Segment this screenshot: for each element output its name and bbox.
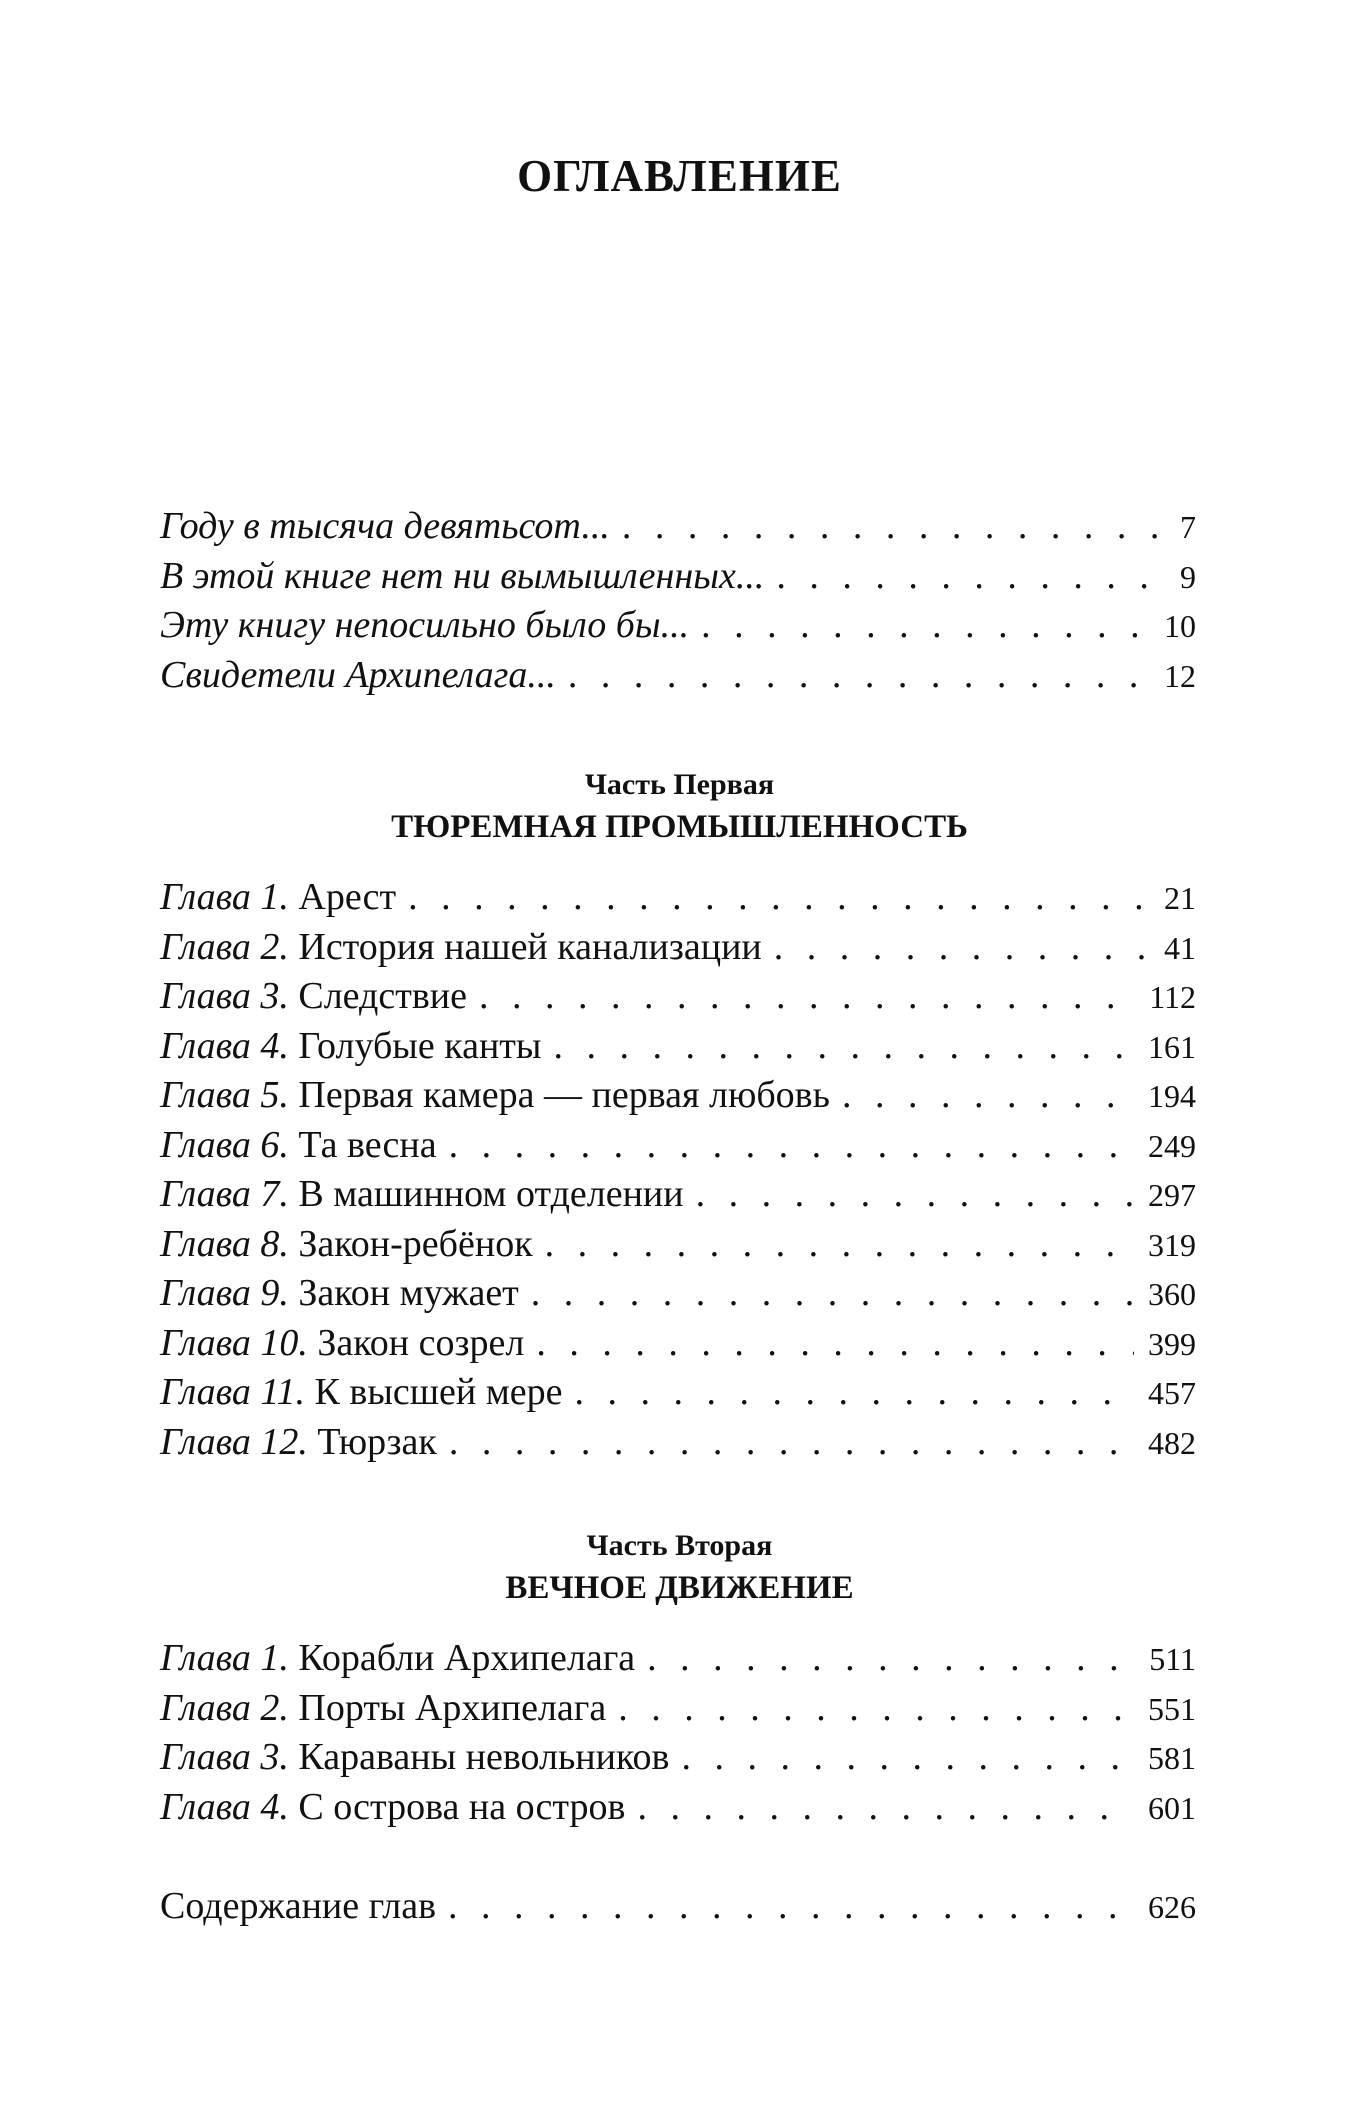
chapter-title: Закон созрел	[317, 1321, 525, 1364]
page-number: 9	[1180, 558, 1196, 595]
chapter-entry	[160, 1783, 1196, 1833]
chapter-number: Глава 3.	[160, 1736, 289, 1778]
chapter-number: Глава 4.	[160, 1785, 289, 1828]
chapter-number: Глава 1.	[160, 1637, 289, 1679]
chapter-title: В машинном отделении	[298, 1173, 684, 1215]
dot-leader	[448, 1882, 1134, 1932]
dot-leader	[681, 1733, 1134, 1783]
chapter-title: Тюрзак	[317, 1420, 437, 1463]
entry-label	[160, 1783, 625, 1833]
chapter-number: Глава 3.	[160, 975, 289, 1017]
contents-entry-list	[160, 1882, 1196, 1932]
entry-label	[160, 1418, 437, 1468]
chapter-number: Глава 5.	[160, 1074, 289, 1116]
dot-leader	[637, 1783, 1134, 1833]
page-number: 249	[1148, 1127, 1196, 1164]
part1-label: Часть Первая	[584, 768, 775, 801]
chapter-title: С острова на остров	[298, 1785, 626, 1828]
page-number: 12	[1164, 657, 1196, 694]
chapter-number: Глава 2.	[160, 925, 289, 968]
dot-leader	[449, 1121, 1134, 1171]
chapter-entry	[160, 1022, 1196, 1072]
chapter-number: Глава 7.	[160, 1173, 289, 1215]
entry-label: Свидетели Архипелага...	[160, 653, 556, 696]
chapter-title: Следствие	[298, 975, 467, 1017]
page-number: 511	[1149, 1641, 1196, 1677]
entry-label	[160, 1220, 533, 1270]
chapter-entry	[160, 1269, 1196, 1319]
chapter-title: Корабли Архипелага	[298, 1637, 636, 1679]
entry-label	[160, 1022, 541, 1072]
page-number: 41	[1164, 929, 1196, 966]
dot-leader	[531, 1269, 1134, 1319]
dot-leader	[842, 1071, 1134, 1121]
dot-leader	[622, 502, 1166, 552]
dot-leader	[568, 651, 1150, 701]
chapter-title: Закон-ребёнок	[298, 1222, 533, 1265]
chapter-number: Глава 4.	[160, 1024, 289, 1067]
entry-label: Эту книгу непосильно было бы...	[160, 604, 690, 646]
chapter-title: Арест	[298, 876, 397, 918]
chapter-entry	[160, 1733, 1196, 1783]
dot-leader	[408, 873, 1150, 923]
chapter-title: К высшей мере	[314, 1371, 563, 1413]
page-number: 626	[1148, 1889, 1196, 1925]
dot-leader	[553, 1022, 1134, 1072]
part1-heading	[0, 765, 1359, 849]
chapter-entry	[160, 1684, 1196, 1734]
chapter-number: Глава 6.	[160, 1123, 289, 1166]
entry-label	[160, 1319, 524, 1369]
part2-label: Часть Вторая	[586, 1529, 773, 1562]
entry-label	[160, 1269, 519, 1319]
entry-label	[160, 873, 396, 923]
page-number: 360	[1148, 1276, 1196, 1312]
page-number: 319	[1148, 1226, 1196, 1263]
page-title: ОГЛАВЛЕНИЕ	[517, 151, 842, 201]
chapter-entry	[160, 1071, 1196, 1121]
chapter-number: Глава 1.	[160, 876, 289, 918]
page-number: 194	[1148, 1078, 1196, 1114]
chapter-title: Закон мужает	[298, 1272, 519, 1314]
chapter-entry	[160, 1170, 1196, 1220]
entry-label: Году в тысяча девятьсот...	[160, 505, 610, 547]
entry-label	[160, 1684, 606, 1734]
chapter-number: Глава 2.	[160, 1686, 289, 1729]
entry-label	[160, 1121, 437, 1171]
chapter-entry	[160, 1634, 1196, 1684]
page-number: 112	[1149, 979, 1196, 1015]
toc-entry	[160, 601, 1196, 651]
toc-entry	[160, 552, 1196, 602]
part2-heading	[0, 1526, 1359, 1610]
epigraph-list	[160, 502, 1196, 700]
chapter-title: Первая камера — первая любовь	[298, 1074, 830, 1116]
page-number: 7	[1180, 509, 1196, 545]
chapter-entry	[160, 923, 1196, 973]
part1-chapter-list	[160, 873, 1196, 1467]
chapter-title: История нашей канализации	[298, 925, 762, 968]
toc-entry	[160, 502, 1196, 552]
contents-entry	[160, 1882, 1196, 1932]
chapter-entry	[160, 1319, 1196, 1369]
dot-leader	[449, 1418, 1134, 1468]
chapter-title: Караваны невольников	[298, 1736, 670, 1778]
chapter-title: Голубые канты	[298, 1024, 542, 1067]
chapter-number: Глава 8.	[160, 1222, 289, 1265]
dot-leader	[479, 972, 1135, 1022]
part1-title: ТЮРЕМНАЯ ПРОМЫШЛЕННОСТЬ	[391, 809, 968, 845]
dot-leader	[545, 1220, 1134, 1270]
page-number: 601	[1148, 1789, 1196, 1826]
entry-label	[160, 972, 467, 1022]
entry-label	[160, 1170, 684, 1220]
page-number: 551	[1148, 1690, 1196, 1727]
chapter-entry	[160, 1220, 1196, 1270]
page-number: 161	[1148, 1028, 1196, 1065]
page-number: 10	[1164, 608, 1196, 644]
dot-leader	[696, 1170, 1134, 1220]
page-number: 581	[1148, 1740, 1196, 1776]
dot-leader	[574, 1368, 1134, 1418]
entry-label	[160, 1733, 669, 1783]
chapter-number: Глава 11.	[160, 1371, 306, 1413]
entry-label	[160, 923, 762, 973]
page-number: 399	[1148, 1325, 1196, 1362]
page-number: 297	[1148, 1177, 1196, 1213]
page-number: 457	[1148, 1375, 1196, 1411]
part2-chapter-list	[160, 1634, 1196, 1832]
dot-leader	[536, 1319, 1134, 1369]
dot-leader	[776, 552, 1166, 602]
dot-leader	[647, 1634, 1135, 1684]
chapter-title: Та весна	[298, 1123, 437, 1166]
chapter-number: Глава 10.	[160, 1321, 308, 1364]
chapter-number: Глава 12.	[160, 1420, 308, 1463]
entry-label: Содержание глав	[160, 1885, 437, 1927]
toc-entry	[160, 651, 1196, 701]
dot-leader	[618, 1684, 1134, 1734]
entry-label	[160, 1368, 562, 1418]
chapter-entry	[160, 1418, 1196, 1468]
chapter-entry	[160, 1368, 1196, 1418]
dot-leader	[701, 601, 1150, 651]
chapter-entry	[160, 873, 1196, 923]
part2-title: ВЕЧНОЕ ДВИЖЕНИЕ	[505, 1570, 854, 1606]
entry-label	[160, 1071, 830, 1121]
page-number: 482	[1148, 1424, 1196, 1461]
entry-label: В этой книге нет ни вымышленных...	[160, 554, 765, 597]
chapter-entry	[160, 972, 1196, 1022]
chapter-title: Порты Архипелага	[298, 1686, 607, 1729]
dot-leader	[774, 923, 1150, 973]
entry-label	[160, 1634, 635, 1684]
chapter-entry	[160, 1121, 1196, 1171]
chapter-number: Глава 9.	[160, 1272, 289, 1314]
page-number: 21	[1164, 880, 1196, 916]
